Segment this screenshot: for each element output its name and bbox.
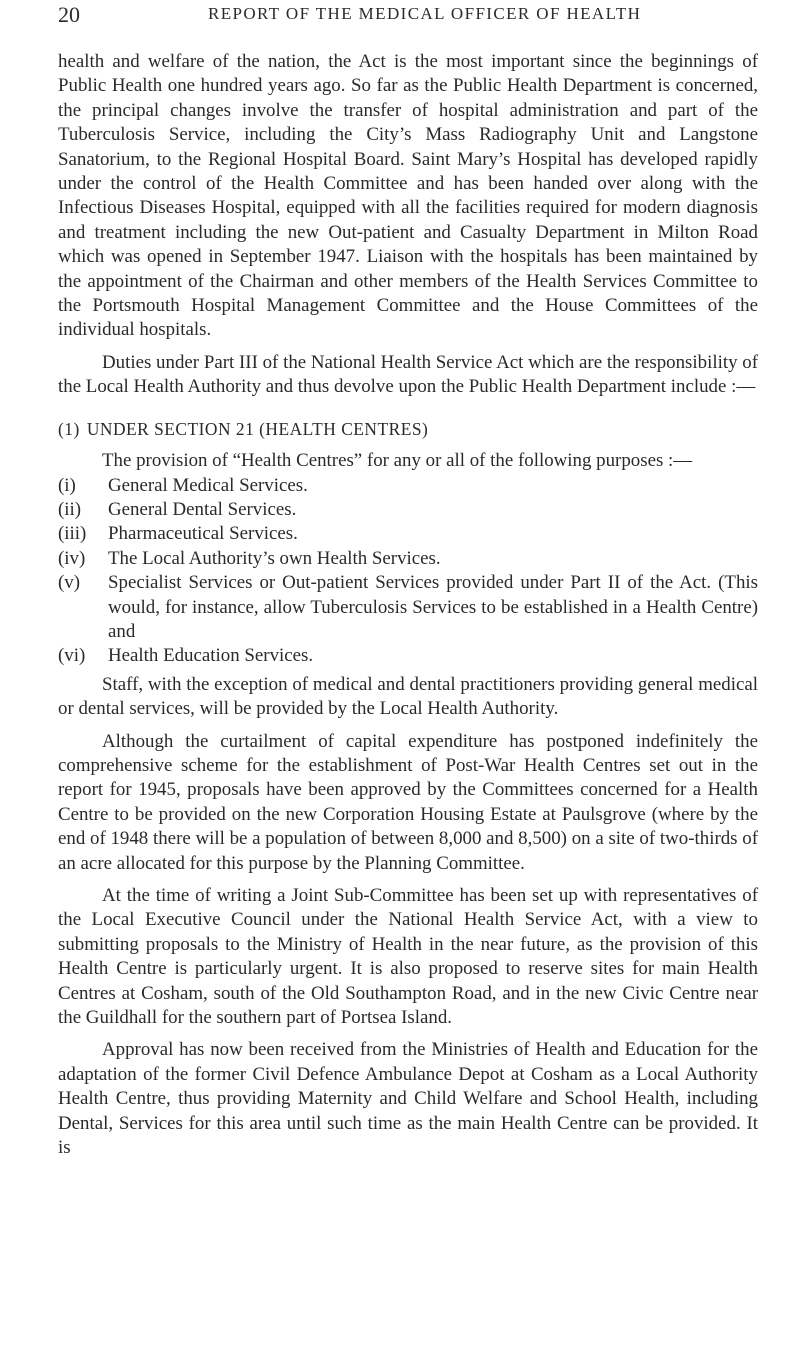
section-title: UNDER SECTION 21 (HEALTH CENTRES) bbox=[86, 418, 429, 439]
list-item bbox=[58, 522, 758, 546]
paragraph-approval: Approval has now been received from the Ministries of Health and Education for the adaptation of the former Civil Defence Ambulance Depot at Cosham as a Local Authority Health Centre, thus providing Maternity and Child Welfare and School Health, including Dental, Services for this area until such time as the main Health Centre can be provided. It is bbox=[58, 1039, 758, 1159]
paragraph-hospitals: health and welfare of the nation, the Act is the most important since the beginnings of Public Health one hundred years ago. So far as the Public Health Department is concerned, the principal changes involve the transfer of hospital administration and part of the Tuberculosis Service, including the City’s Mass Radiography Unit and Langstone Sanatorium, to the Regional Hospital Board. Saint Mary’s Hospital has developed rapidly under the control of the Health Committee and has been handed over along with the Infectious Diseases Hospital, equipped with all the facilities required for modern diagnosis and treatment including the new Out-patient and Casualty Department in Milton Road which was opened in September 1947. Liaison with the hospitals has been maintained by the appointment of the Chairman and other members of the Health Services Committee to the Portsmouth Hospital Management Committee and the House Committees of the individual hospitals. bbox=[58, 51, 758, 341]
list-item-text: General Medical Services. bbox=[108, 474, 308, 496]
list-item-text: Health Education Services. bbox=[108, 645, 314, 667]
list-item-number: (i) bbox=[58, 474, 76, 496]
paragraph-provision: The provision of “Health Centres” for any or all of the following purposes :— bbox=[102, 450, 693, 472]
list-item bbox=[58, 571, 758, 644]
list-item-text: Pharmaceutical Services. bbox=[108, 523, 298, 545]
list-item-number: (ii) bbox=[58, 498, 82, 520]
document-body bbox=[58, 50, 758, 1160]
paragraph-duties: Duties under Part III of the National Health Service Act which are the responsibility of the Local Health Authority and thus devolve upon the Public Health Department include :— bbox=[58, 351, 758, 398]
paragraph-curtailment: Although the curtailment of capital expenditure has postponed indefinitely the comprehensive scheme for the establishment of Post-War Health Centres set out in the report for 1945, proposals have been approved by the Committees concerned for a Health Centre to be provided on the new Corporation Housing Estate at Paulsgrove (where by the end of 1948 there will be a population of between 8,000 and 8,500) on a site of two-thirds of an acre allocated for this purpose by the Planning Committee. bbox=[58, 730, 758, 874]
page-header bbox=[58, 2, 780, 32]
purposes-list bbox=[58, 474, 758, 669]
list-item bbox=[58, 644, 758, 668]
list-item bbox=[58, 498, 758, 522]
list-item-text: General Dental Services. bbox=[108, 498, 297, 520]
paragraph-staff: Staff, with the exception of medical and dental practitioners providing general medical or dental services, will be provided by the Local Health Authority. bbox=[58, 673, 758, 720]
section-number: (1) bbox=[58, 418, 80, 439]
list-item-number: (iv) bbox=[58, 547, 86, 569]
list-item-text: Specialist Services or Out-patient Services provided under Part II of the Act. (This would, for instance, allow Tuberculosis Services to be established in a Health Centre) and bbox=[108, 572, 758, 642]
list-item-text: The Local Authority’s own Health Services. bbox=[108, 547, 441, 569]
page-number: 20 bbox=[58, 2, 80, 27]
list-item bbox=[58, 547, 758, 571]
list-item bbox=[58, 474, 758, 498]
section-heading bbox=[58, 417, 758, 441]
list-item-number: (v) bbox=[58, 572, 81, 594]
list-item-number: (vi) bbox=[58, 645, 86, 667]
running-title: REPORT OF THE MEDICAL OFFICER OF HEALTH bbox=[208, 4, 642, 23]
paragraph-joint-committee: At the time of writing a Joint Sub-Committee has been set up with representatives of the Local Executive Council under the National Health Service Act, with a view to submitting proposals to the Ministry of Health in the near future, as the provision of this Health Centre is particularly urgent. It is also proposed to reserve sites for main Health Centres at Cosham, south of the Old Southampton Road, and in the new Civic Centre near the Guildhall for the southern part of Portsea Island. bbox=[58, 885, 758, 1029]
list-item-number: (iii) bbox=[58, 523, 87, 545]
